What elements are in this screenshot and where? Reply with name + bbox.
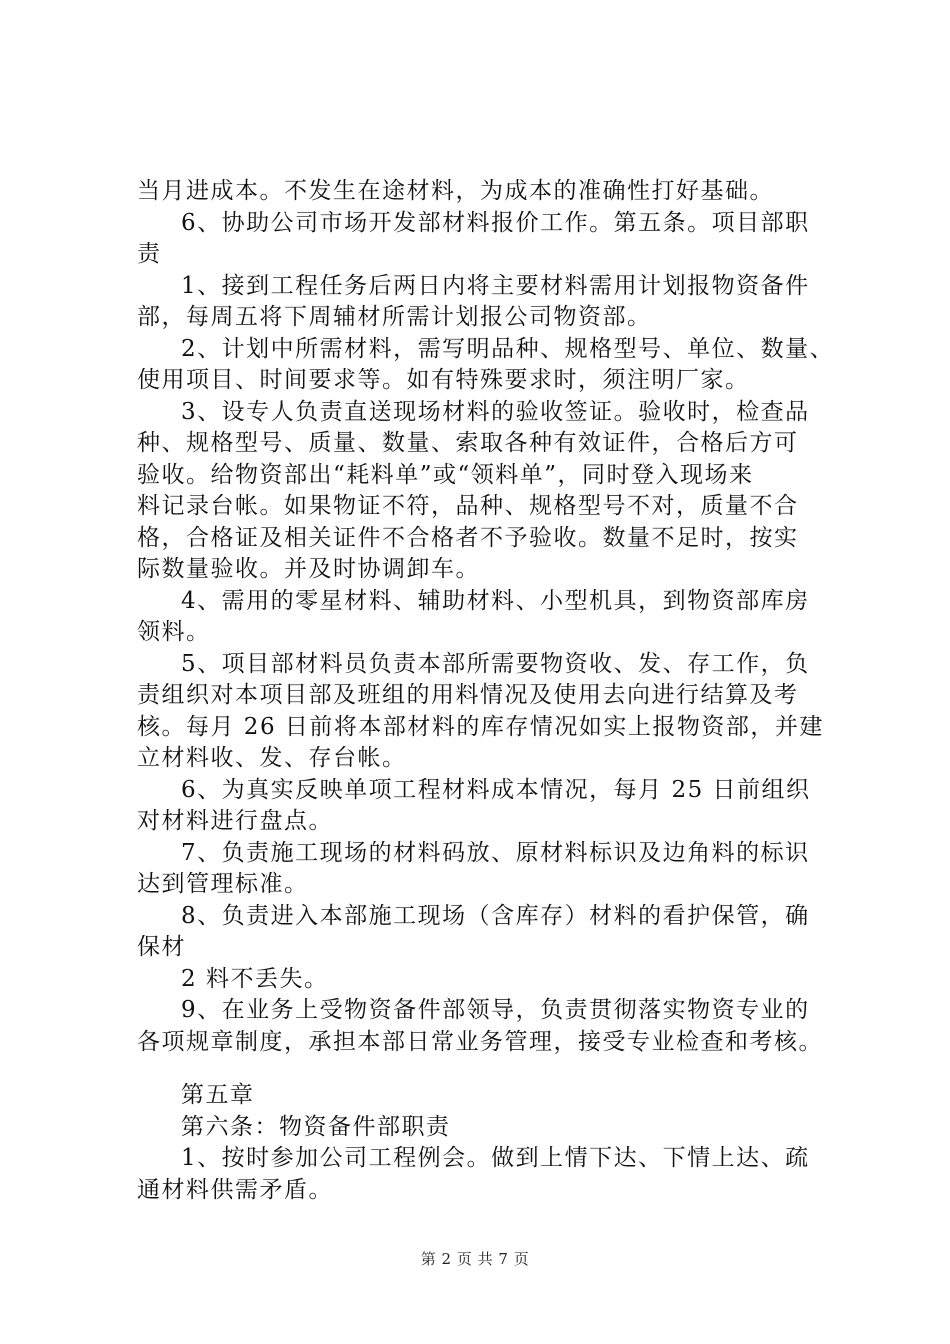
text-line: 6、协助公司市场开发部材料报价工作。第五条。项目部职	[181, 209, 810, 236]
text-line: 2、计划中所需材料，需写明品种、规格型号、单位、数量、	[181, 335, 835, 362]
text-line: 6、为真实反映单项工程材料成本情况，每月 25 日前组织	[181, 776, 811, 803]
page-number-footer: 第 2 页 共 7 页	[420, 1250, 530, 1268]
text-line: 4、需用的零星材料、辅助材料、小型机具，到物资部库房	[181, 587, 810, 614]
text-line: 1、按时参加公司工程例会。做到上情下达、下情上达、疏	[181, 1145, 810, 1171]
text-line: 领料。	[137, 619, 211, 645]
text-line: 1、接到工程任务后两日内将主要材料需用计划报物资备件	[181, 272, 810, 299]
text-line: 料记录台帐。如果物证不符，品种、规格型号不对，质量不合	[137, 493, 799, 519]
text-line: 种、规格型号、质量、数量、索取各种有效证件，合格后方可	[137, 430, 799, 456]
text-line: 际数量验收。并及时协调卸车。	[137, 556, 480, 582]
text-line: 7、负责施工现场的材料码放、原材料标识及边角料的标识	[181, 839, 810, 866]
text-line: 保材	[137, 934, 186, 960]
text-line: 2 料不丢失。	[181, 965, 329, 992]
text-line: 验收。给物资部出“耗料单”或“领料单”，同时登入现场来	[137, 461, 754, 488]
text-line: 部，每周五将下周辅材所需计划报公司物资部。	[137, 304, 652, 330]
text-line: 9、在业务上受物资备件部领导，负责贯彻落实物资专业的	[181, 997, 810, 1023]
text-line: 达到管理标准。	[137, 871, 309, 897]
text-line: 立材料收、发、存台帐。	[137, 745, 407, 771]
article-heading: 第六条：物资备件部职责	[181, 1113, 451, 1140]
document-body	[137, 176, 837, 1206]
text-line: 各项规章制度，承担本部日常业务管理，接受专业检查和考核。	[137, 1028, 823, 1055]
text-line: 责	[137, 241, 162, 267]
text-line: 格，合格证及相关证件不合格者不予验收。数量不足时，按实	[137, 524, 799, 551]
text-line: 责组织对本项目部及班组的用料情况及使用去向进行结算及考	[137, 682, 799, 708]
text-line: 8、负责进入本部施工现场（含库存）材料的看护保管，确	[181, 902, 810, 929]
text-line: 对材料进行盘点。	[137, 808, 333, 834]
text-line: 3、设专人负责直送现场材料的验收签证。验收时，检查品	[181, 398, 810, 425]
chapter-heading: 第五章	[181, 1082, 255, 1108]
text-line: 当月进成本。不发生在途材料，为成本的准确性打好基础。	[137, 178, 774, 204]
text-line: 通材料供需矛盾。	[137, 1176, 333, 1203]
text-line: 5、项目部材料员负责本部所需要物资收、发、存工作，负	[181, 650, 810, 677]
paragraph-gap	[137, 1058, 837, 1080]
text-line: 使用项目、时间要求等。如有特殊要求时，须注明厂家。	[137, 367, 750, 393]
text-line: 核。每月 26 日前将本部材料的库存情况如实上报物资部，并建	[137, 713, 824, 740]
